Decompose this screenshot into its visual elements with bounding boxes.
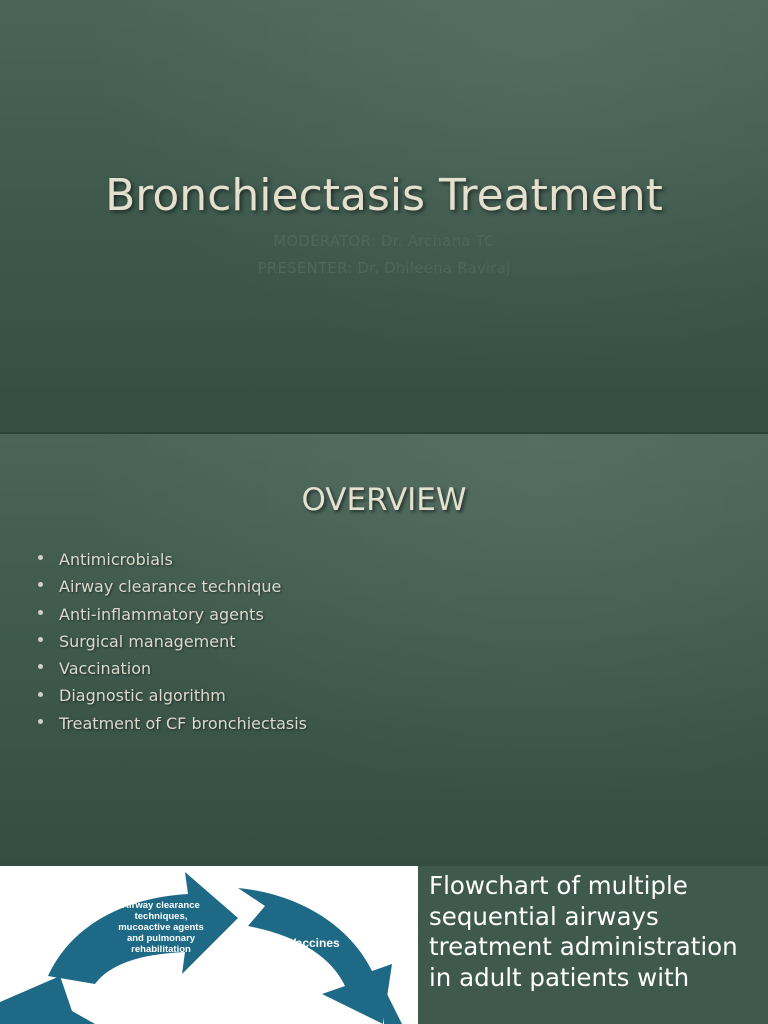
bullet-dot-icon	[38, 692, 43, 697]
bullet-text: Airway clearance technique	[59, 577, 282, 597]
bullet-item	[38, 710, 307, 737]
bullet-text: Treatment of CF bronchiectasis	[59, 713, 307, 733]
slide-title: Bronchiectasis Treatment	[105, 170, 663, 221]
bullet-item	[38, 546, 307, 573]
bullet-text: Anti-inflammatory agents	[59, 604, 264, 624]
caption-panel	[418, 866, 768, 1024]
presenter-line: PRESENTER: Dr. Dhileena Raviraj	[257, 259, 511, 277]
bullet-item	[38, 601, 307, 628]
flowchart-arrow	[0, 976, 95, 1024]
arrow1-label-line: rehabilitation	[131, 944, 191, 955]
moderator-line: MODERATOR: Dr. Archana TC	[273, 232, 495, 250]
flowchart-caption: Flowchart of multiple sequential airways treatment administration in adult patients with	[429, 871, 738, 992]
overview-bullet-list	[38, 546, 307, 737]
bullet-dot-icon	[38, 664, 43, 669]
arrow2-label: Vaccines	[288, 936, 340, 950]
bullet-text: Antimicrobials	[59, 550, 173, 569]
arrow1-label-line: techniques,	[134, 911, 188, 922]
title-slide	[0, 0, 768, 432]
flowchart-figure	[0, 866, 418, 1024]
flowchart-arrow	[384, 988, 402, 1024]
bullet-dot-icon	[38, 610, 43, 615]
flowchart-arrow	[238, 888, 392, 1024]
bullet-item	[38, 655, 307, 682]
arrow1-label-line: Airway clearance	[122, 900, 200, 911]
bullet-dot-icon	[38, 582, 43, 587]
bullet-text: Vaccination	[59, 659, 152, 679]
bullet-item	[38, 573, 307, 600]
bullet-text: Surgical management	[59, 631, 236, 651]
flowchart-slide	[0, 866, 768, 1024]
bullet-dot-icon	[38, 719, 43, 724]
arrow1-label-line: and pulmonary	[126, 933, 196, 944]
overview-title: OVERVIEW	[301, 482, 467, 518]
arrow1-label-line: mucoactive agents	[118, 922, 204, 933]
bullet-item	[38, 682, 307, 709]
bullet-item	[38, 628, 307, 655]
bullet-text: Diagnostic algorithm	[59, 686, 226, 706]
bullet-dot-icon	[38, 637, 43, 642]
bullet-dot-icon	[38, 555, 43, 560]
overview-slide	[0, 434, 768, 866]
